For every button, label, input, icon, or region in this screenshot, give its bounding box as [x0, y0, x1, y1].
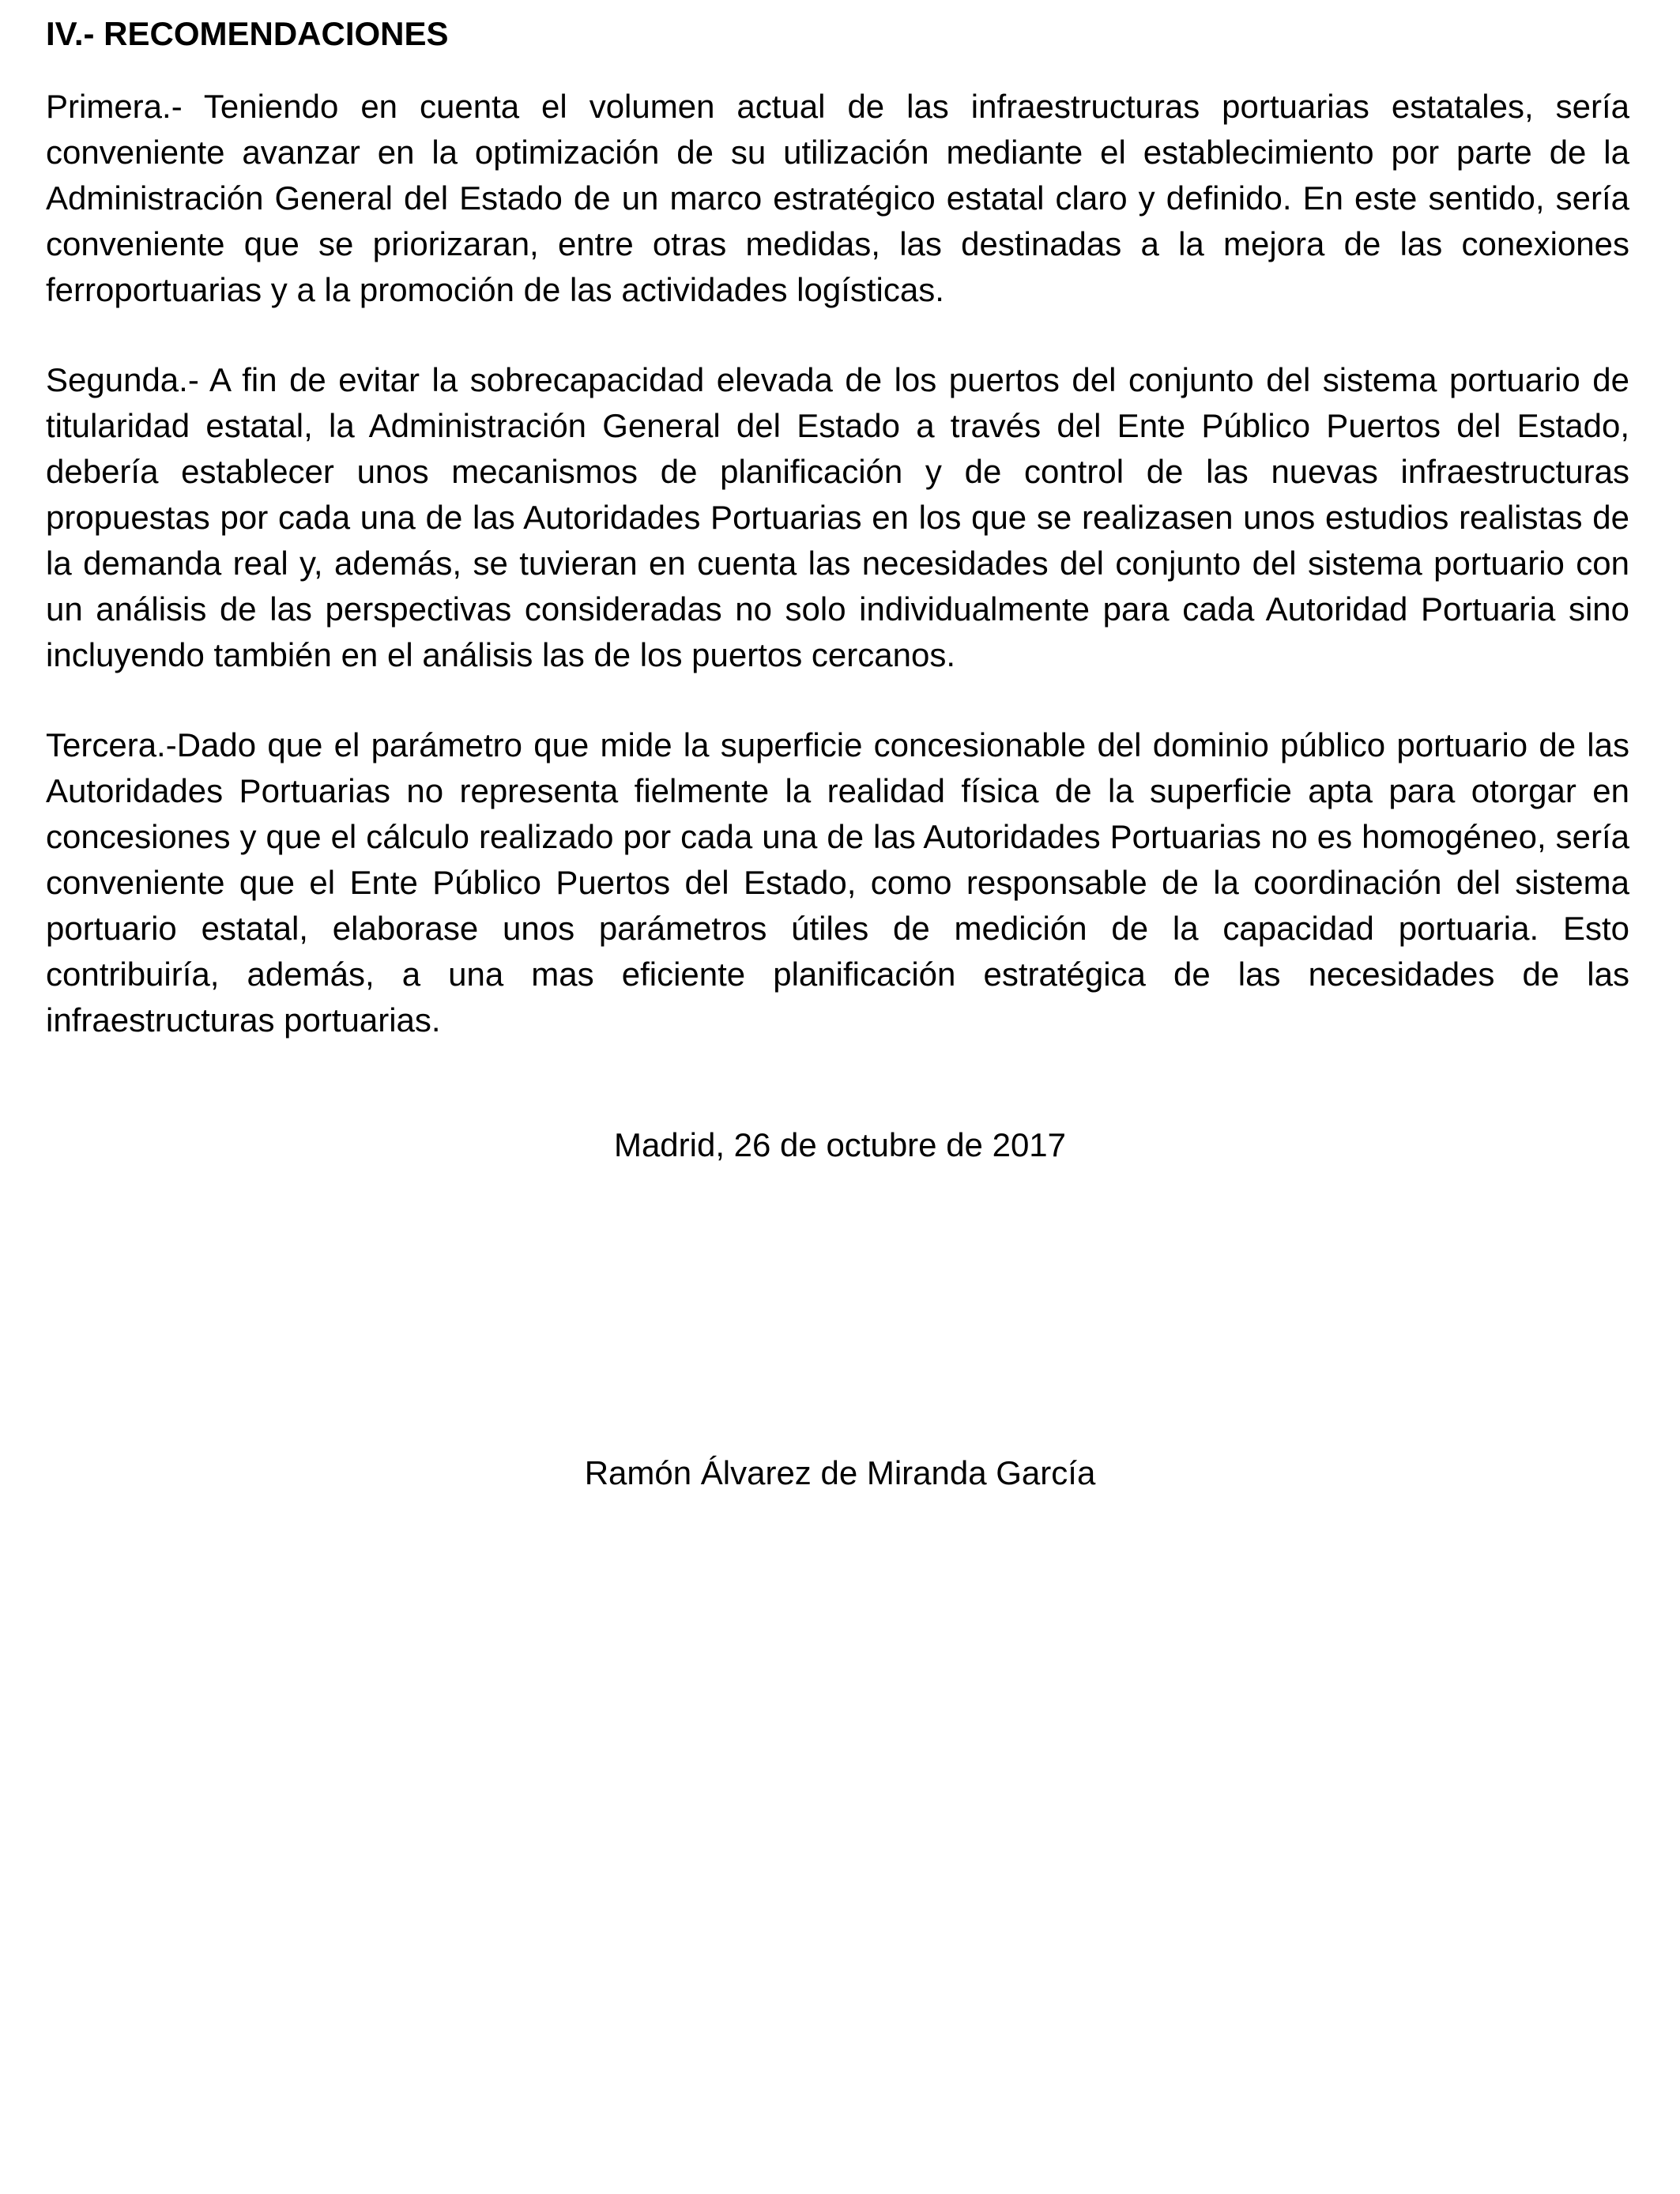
- signatory-name: Ramón Álvarez de Miranda García: [584, 1454, 1096, 1491]
- place-and-date: Madrid, 26 de octubre de 2017: [613, 1126, 1067, 1163]
- document-body: [46, 11, 1629, 1088]
- section-heading: IV.- RECOMENDACIONES: [46, 15, 449, 52]
- recommendation-tercera: Tercera.-Dado que el parámetro que mide la superficie concesionable del dominio público portuario de las Autoridades Portuarias no representa fielmente la realidad física de la superficie apta para otorgar en concesiones y que el cálculo realizado por cada una de las Autoridades Portuarias no es homogéneo, sería conveniente que el Ente Público Puertos del Estado, como responsable de la coordinación del sistema portuario estatal, elaborase unos parámetros útiles de medición de la capacidad portuaria. Esto contribuiría, además, a una mas eficiente planificación estratégica de las necesidades de las infraestructuras portuarias.: [46, 726, 1629, 1039]
- recommendation-primera: Primera.- Teniendo en cuenta el volumen actual de las infraestructuras portuarias estatales, sería conveniente avanzar en la optimización de su utilización mediante el establecimiento por parte de la Administración General del Estado de un marco estratégico estatal claro y definido. En este sentido, sería conveniente que se priorizaran, entre otras medidas, las destinadas a la mejora de las conexiones ferroportuarias y a la promoción de las actividades logísticas.: [46, 88, 1629, 308]
- recommendation-segunda: Segunda.- A fin de evitar la sobrecapacidad elevada de los puertos del conjunto del sistema portuario de titularidad estatal, la Administración General del Estado a través del Ente Público Puertos del Estado, debería establecer unos mecanismos de planificación y de control de las nuevas infraestructuras propuestas por cada una de las Autoridades Portuarias en los que se realizasen unos estudios realistas de la demanda real y, además, se tuvieran en cuenta las necesidades del conjunto del sistema portuario con un análisis de las perspectivas consideradas no solo individualmente para cada Autoridad Portuaria sino incluyendo también en el análisis las de los puertos cercanos.: [46, 361, 1629, 673]
